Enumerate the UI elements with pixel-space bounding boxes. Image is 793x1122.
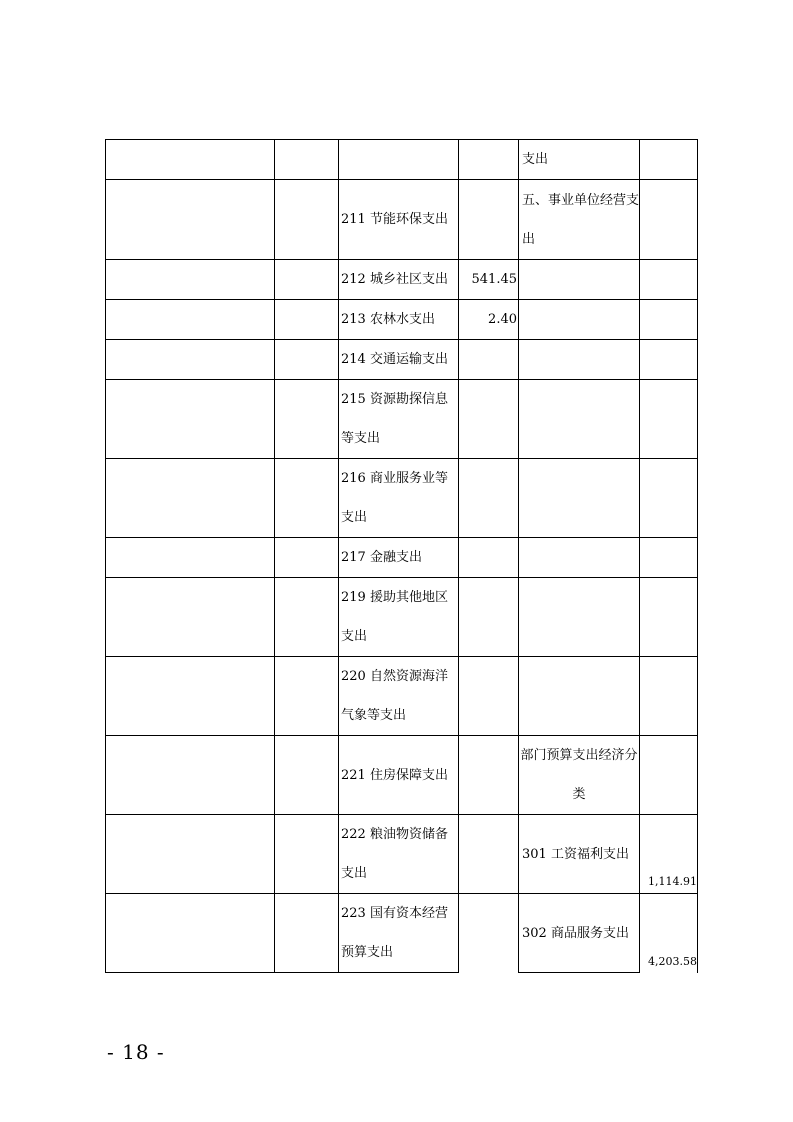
cell-c6 [640, 340, 698, 380]
cell-c5: 部门预算支出经济分类 [519, 736, 640, 815]
cell-c3: 222 粮油物资储备支出 [339, 815, 459, 894]
table-row [106, 180, 698, 260]
cell-c4 [459, 894, 519, 973]
cell-c6 [640, 538, 698, 578]
cell-c1 [106, 538, 275, 578]
table-row [106, 894, 698, 973]
table-row [106, 657, 698, 736]
cell-c5 [519, 657, 640, 736]
cell-c4 [459, 140, 519, 180]
cell-c4 [459, 538, 519, 578]
cell-c5 [519, 459, 640, 538]
cell-c5 [519, 538, 640, 578]
cell-c4 [459, 180, 519, 260]
cell-c6 [640, 260, 698, 300]
table-row [106, 140, 698, 180]
table-row [106, 340, 698, 380]
cell-c1 [106, 657, 275, 736]
table-row [106, 260, 698, 300]
cell-c5 [519, 340, 640, 380]
cell-c1 [106, 340, 275, 380]
cell-c3: 217 金融支出 [339, 538, 459, 578]
cell-c2 [275, 578, 339, 657]
cell-c6 [640, 736, 698, 815]
cell-c1 [106, 140, 275, 180]
cell-c3: 216 商业服务业等支出 [339, 459, 459, 538]
cell-c1 [106, 736, 275, 815]
cell-c6 [640, 459, 698, 538]
cell-c5 [519, 300, 640, 340]
cell-c1 [106, 459, 275, 538]
cell-c2 [275, 815, 339, 894]
cell-c4: 541.45 [459, 260, 519, 300]
cell-c3: 219 援助其他地区支出 [339, 578, 459, 657]
cell-c6 [640, 140, 698, 180]
cell-c6: 4,203.58 [640, 894, 698, 973]
cell-c4 [459, 459, 519, 538]
table-row [106, 380, 698, 459]
cell-c2 [275, 260, 339, 300]
cell-c1 [106, 180, 275, 260]
cell-c6 [640, 300, 698, 340]
cell-c1 [106, 300, 275, 340]
cell-c4 [459, 657, 519, 736]
cell-c3: 212 城乡社区支出 [339, 260, 459, 300]
cell-c5: 302 商品服务支出 [519, 894, 640, 973]
cell-c6 [640, 180, 698, 260]
cell-c3: 215 资源勘探信息等支出 [339, 380, 459, 459]
cell-c5 [519, 260, 640, 300]
cell-c2 [275, 140, 339, 180]
cell-c1 [106, 260, 275, 300]
cell-c1 [106, 578, 275, 657]
cell-c3: 214 交通运输支出 [339, 340, 459, 380]
cell-c1 [106, 380, 275, 459]
cell-c5: 支出 [519, 140, 640, 180]
cell-c2 [275, 380, 339, 459]
cell-c2 [275, 736, 339, 815]
cell-c4: 2.40 [459, 300, 519, 340]
cell-c6: 1,114.91 [640, 815, 698, 894]
cell-c3: 213 农林水支出 [339, 300, 459, 340]
cell-c3: 211 节能环保支出 [339, 180, 459, 260]
cell-c6 [640, 380, 698, 459]
cell-c3: 223 国有资本经营预算支出 [339, 894, 459, 973]
cell-c4 [459, 340, 519, 380]
cell-c1 [106, 894, 275, 973]
table-row [106, 578, 698, 657]
table-row [106, 736, 698, 815]
cell-c2 [275, 340, 339, 380]
table-row [106, 815, 698, 894]
cell-c3: 221 住房保障支出 [339, 736, 459, 815]
cell-c5 [519, 380, 640, 459]
budget-table [105, 139, 698, 973]
cell-c2 [275, 180, 339, 260]
cell-c4 [459, 815, 519, 894]
cell-c2 [275, 300, 339, 340]
table-row [106, 300, 698, 340]
cell-c2 [275, 459, 339, 538]
cell-c5 [519, 578, 640, 657]
cell-c5: 301 工资福利支出 [519, 815, 640, 894]
cell-c5: 五、事业单位经营支出 [519, 180, 640, 260]
cell-c4 [459, 380, 519, 459]
cell-c1 [106, 815, 275, 894]
cell-c2 [275, 538, 339, 578]
cell-c2 [275, 657, 339, 736]
cell-c3: 220 自然资源海洋气象等支出 [339, 657, 459, 736]
page-number: - 18 - [107, 1040, 165, 1064]
table-row [106, 538, 698, 578]
cell-c3 [339, 140, 459, 180]
cell-c4 [459, 736, 519, 815]
cell-c4 [459, 578, 519, 657]
cell-c2 [275, 894, 339, 973]
cell-c6 [640, 657, 698, 736]
table-row [106, 459, 698, 538]
cell-c6 [640, 578, 698, 657]
